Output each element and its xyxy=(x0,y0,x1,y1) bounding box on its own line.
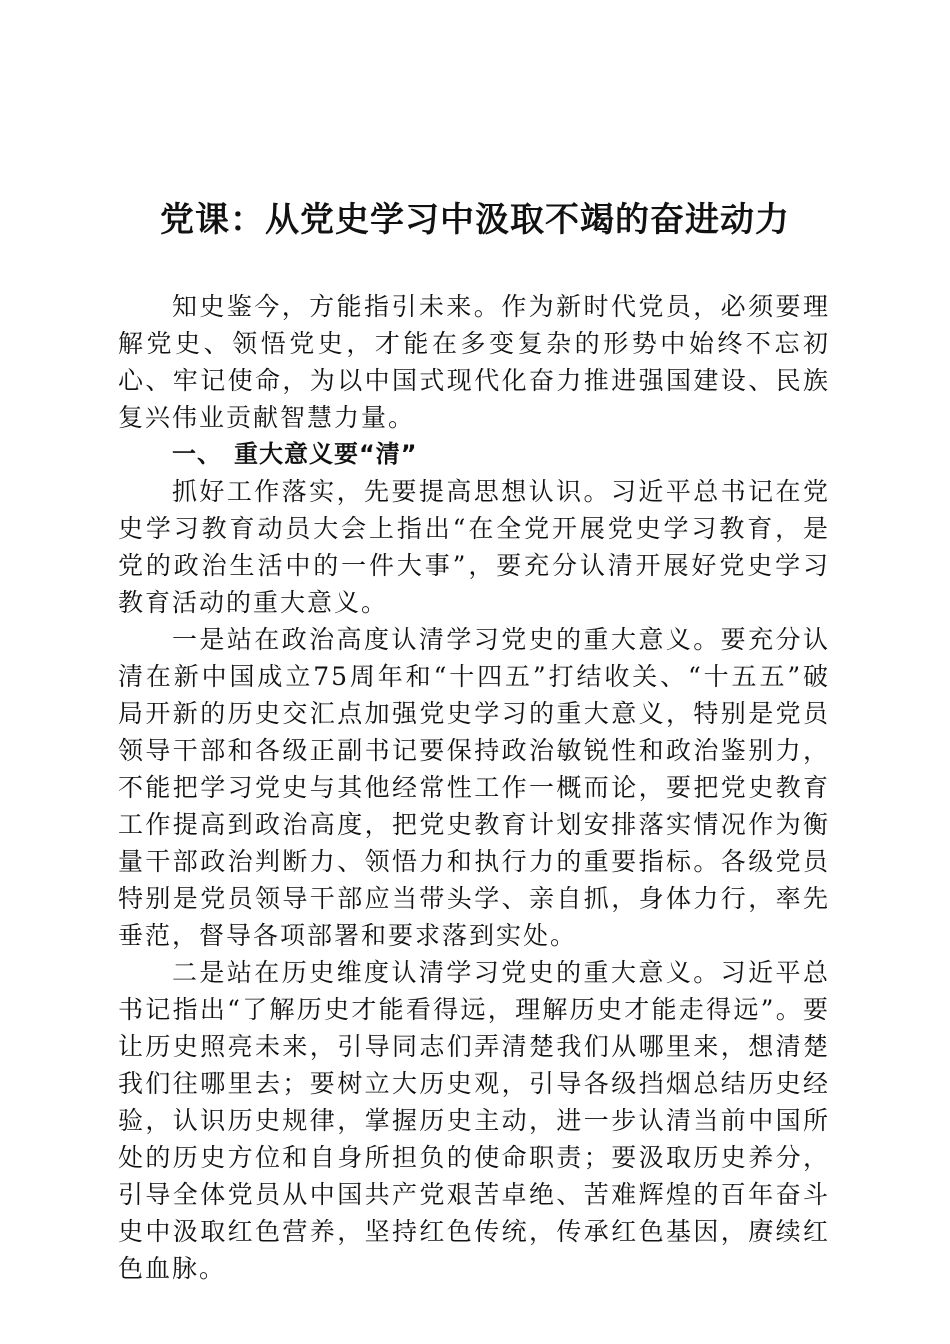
section-heading xyxy=(118,436,830,473)
paragraph-3: 二是站在历史维度认清学习党史的重大意义。习近平总书记指出“了解历史才能看得远，理解历史才能走得远”。要让历史照亮未来，引导同志们弄清楚我们从哪里来，想清楚我们往哪里去；要树立大历史观，引导各级挡烟总结历史经验，认识历史规律，掌握历史主动，进一步认清当前中国所处的历史方位和自身所担负的使命职责；要汲取历史养分，引导全体党员从中国共产党艰苦卓绝、苦难辉煌的百年奋斗史中汲取红色营养，坚持红色传统，传承红色基因，赓续红色血脉。 xyxy=(118,958,830,1283)
document-body xyxy=(118,288,830,1287)
section-number: 一、 xyxy=(172,440,222,468)
intro-paragraph: 知史鉴今，方能指引未来。作为新时代党员，必须要理解党史、领悟党史，才能在多变复杂的形势中始终不忘初心、牢记使命，为以中国式现代化奋力推进强国建设、民族复兴伟业贡献智慧力量。 xyxy=(118,292,830,432)
paragraph-1: 抓好工作落实，先要提高思想认识。习近平总书记在党史学习教育动员大会上指出“在全党开展党史学习教育，是党的政治生活中的一件大事”，要充分认清开展好党史学习教育活动的重大意义。 xyxy=(118,477,830,617)
section-heading-text: 重大意义要“清” xyxy=(234,440,418,468)
document-title: 党课：从党史学习中汲取不竭的奋进动力 xyxy=(160,200,790,240)
paragraph-2: 一是站在政治高度认清学习党史的重大意义。要充分认清在新中国成立75周年和“十四五”打结收关、“十五五”破局开新的历史交汇点加强党史学习的重大意义，特别是党员领导干部和各级正副书记要保持政治敏锐性和政治鉴别力，不能把学习党史与其他经常性工作一概而论，要把党史教育工作提高到政治高度，把党史教育计划安排落实情况作为衡量干部政治判断力、领悟力和执行力的重要指标。各级党员特别是党员领导干部应当带头学、亲自抓，身体力行，率先垂范，督导各项部署和要求落到实处。 xyxy=(118,625,830,950)
